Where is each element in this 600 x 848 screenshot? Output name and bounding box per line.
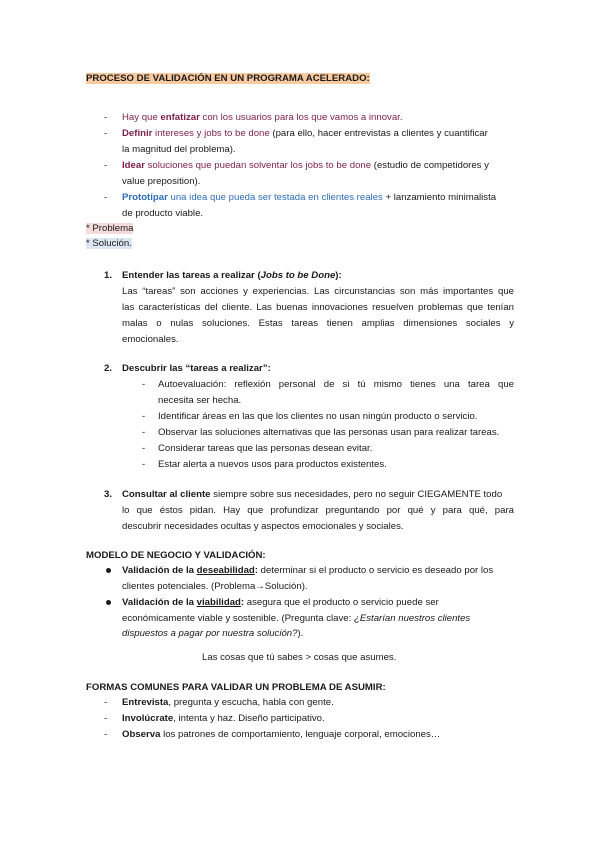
step-1-title: Entender las tareas a realizar (Jobs to be Done): <box>122 270 342 281</box>
bullet-dot <box>106 600 111 605</box>
step-2-item: Estar alerta a nuevos usos para productos existentes. <box>158 459 387 470</box>
process-item-define: Definir intereses y jobs to be done (para ello, hacer entrevistas a clientes y cuantificar <box>122 128 488 139</box>
process-item-prototype: Prototipar una idea que pueda ser testada en clientes reales + lanzamiento minimalista <box>122 192 497 203</box>
bullet-dot <box>106 568 111 573</box>
step-2-item: Identificar áreas en las que los clientes no usan ningún producto o servicio. <box>158 411 478 422</box>
legend-solucion: * Solución. <box>86 238 132 249</box>
step-number: 3. <box>104 489 113 500</box>
step-2-title: Descubrir las “tareas a realizar”: <box>122 363 271 374</box>
document-page: PROCESO DE VALIDACIÓN EN UN PROGRAMA ACELERADO: - Hay que enfatizar con los usuarios para los que vamos a innovar. - Definir intereses y jobs to be done (para ello, hacer entrevistas a clientes y cuantificar la magnitud del problema). - Idear soluciones que puedan solventar los jobs to be done (estudio de competidores y value preposition). - Prototipar una idea que pueda ser testada en clientes reales + lanzamiento minimalista de producto viable. * Problema * Solución. 1. Entender las tareas a realizar (Jobs to be Done): Las “tareas” son acciones y experiencias. Las circunstancias son más importantes que las características del cliente. Las buenas innovaciones resuelven problemas que tenían malas o nulas soluciones. Estas tareas tienen amplias dimensiones sociales y emocionales. 2. Descubrir las “tareas a realizar”: - Autoevaluación: reflexión personal de si tú mismo tienes una tarea que necesita ser hecha. - Identificar áreas en las que los clientes no usan ningún producto o servicio. - Observar las soluciones alternativas que las personas usan para realizar tareas. - Considerar tareas que las personas desean evitar. - Estar alerta a nuevos usos para productos existentes. 3. Consultar al cliente siempre sobre sus necesidades, pero no seguir CIEGAMENTE todo lo que éstos pidan. Hay que profundizar preguntando por qué y para qué, para descubrir necesidades ocultas y aspectos emocionales y sociales. MODELO DE NEGOCIO Y VALIDACIÓN: Validación de la deseabilidad: determinar si el producto o servicio es deseado por los clientes potenciales. (Problema→Solución). Validación de la viabilidad: asegura que el producto o servicio puede ser económicamente viable y sostenible. (Pregunta clave: ¿Estarían nuestros clientes dispuestos a pagar por nuestra solución?). Las cosas que tú sabes > cosas que asumes. FORMAS COMUNES PARA VALIDAR UN PROBLEMA DE ASUMIR: - Entrevista, pregunta y escucha, habla con gente. - Involúcrate, intenta y haz. Diseño participativo. - Observa los patrones de comportamiento, lenguaje corporal, emociones… <box>86 73 514 740</box>
step-2-item: Considerar tareas que las personas desean evitar. <box>158 443 373 454</box>
step-3-line-2: lo que éstos pidan. Hay que profundizar preguntando por qué y para qué, para <box>122 505 514 516</box>
legend-problema: * Problema <box>86 223 134 234</box>
step-1-body: Las “tareas” son acciones y experiencias. Las circunstancias son más importantes que las características del cliente. Las buenas innovaciones resuelven problemas que tenían malas o nulas soluciones. Estas tareas tienen amplias dimensiones sociales y emocionales. <box>122 286 514 345</box>
process-item-ideate: Idear soluciones que puedan solventar los jobs to be done (estudio de competidores y <box>122 160 489 171</box>
step-2-item: Autoevaluación: reflexión personal de si tú mismo tienes una tarea que <box>158 379 514 390</box>
step-3-line-3: descubrir necesidades ocultas y aspectos emocionales y sociales. <box>122 521 404 532</box>
step-number: 1. <box>104 270 113 281</box>
model-viability: Validación de la viabilidad: asegura que el producto o servicio puede ser <box>122 597 439 608</box>
forms-item: Observa los patrones de comportamiento, lenguaje corporal, emociones… <box>122 729 441 740</box>
step-number: 2. <box>104 363 113 374</box>
forms-item: Entrevista, pregunta y escucha, habla con gente. <box>122 697 334 708</box>
step-2-item: Observar las soluciones alternativas que las personas usan para realizar tareas. <box>158 427 500 438</box>
section-heading-forms: FORMAS COMUNES PARA VALIDAR UN PROBLEMA DE ASUMIR: <box>86 682 386 693</box>
section-heading-model: MODELO DE NEGOCIO Y VALIDACIÓN: <box>86 550 266 561</box>
model-desirability: Validación de la deseabilidad: determinar si el producto o servicio es deseado por los <box>122 565 494 576</box>
page-title: PROCESO DE VALIDACIÓN EN UN PROGRAMA ACELERADO: <box>86 73 370 84</box>
forms-item: Involúcrate, intenta y haz. Diseño participativo. <box>122 713 325 724</box>
process-item-empathize: Hay que enfatizar con los usuarios para los que vamos a innovar. <box>122 112 403 123</box>
step-3-line-1: Consultar al cliente siempre sobre sus necesidades, pero no seguir CIEGAMENTE todo <box>122 489 503 500</box>
key-quote: Las cosas que tú sabes > cosas que asumes. <box>202 652 397 663</box>
step-2-item-cont: necesita ser hecha. <box>158 395 242 406</box>
